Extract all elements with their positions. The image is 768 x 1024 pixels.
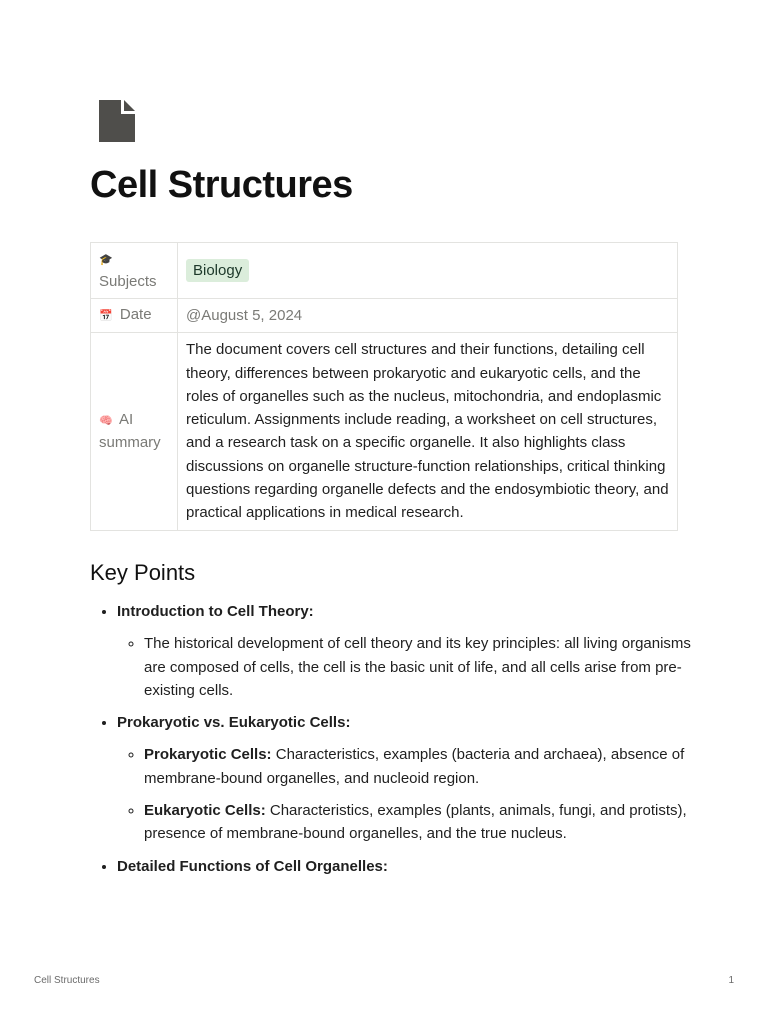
- key-point-title: Introduction to Cell Theory:: [117, 603, 314, 620]
- property-key-subjects: [91, 243, 178, 299]
- key-point-subitem: [144, 632, 707, 702]
- brain-icon: 🧠: [99, 414, 113, 427]
- page-number: 1: [728, 975, 734, 986]
- key-point-item: [117, 711, 707, 845]
- property-row-date: [91, 299, 678, 333]
- property-row-ai-summary: [91, 333, 678, 530]
- key-point-title: Detailed Functions of Cell Organelles:: [117, 857, 388, 875]
- subitem-text: The historical development of cell theory and its key principles: all living organisms are composed of cells, the cell is the basic unit of life, and all cells arise from pre-existing cells.: [144, 635, 691, 699]
- ai-summary-text: The document covers cell structures and their functions, detailing cell theory, differences between prokaryotic and eukaryotic cells, and the roles of organelles such as the nucleus, mitochondria, and endoplasmic reticulum. Assignments include reading, a worksheet on cell structures, and a research task on a specific organelle. It also highlights class discussions on organelle structure-function relationships, critical thinking questions regarding organelle defects and the endosymbiotic theory, and practical applications in medical research.: [186, 341, 669, 522]
- property-row-subjects: [91, 243, 678, 299]
- subjects-label: Subjects: [99, 273, 157, 290]
- key-point-sublist: [117, 743, 707, 845]
- key-point-subitem: [144, 799, 707, 846]
- property-value-ai-summary[interactable]: [178, 333, 678, 530]
- page-title: Cell Structures: [90, 164, 353, 206]
- property-key-date: [91, 299, 178, 333]
- key-points-heading: Key Points: [90, 560, 196, 585]
- document-icon: [99, 100, 135, 142]
- date-label: Date: [119, 306, 152, 324]
- subitem-text: Characteristics, examples (bacteria and archaea), absence of membrane-bound organelles, and nucleoid region.: [144, 746, 685, 787]
- subitem-text: Characteristics, examples (plants, animals, fungi, and protists), presence of membrane-bound organelles, and the true nucleus.: [144, 802, 687, 843]
- property-value-subjects[interactable]: [178, 243, 678, 299]
- footer-title: Cell Structures: [34, 975, 100, 986]
- key-point-item: [117, 600, 707, 702]
- property-value-date[interactable]: [178, 299, 678, 333]
- calendar-icon: 📅: [99, 310, 113, 323]
- key-points-list: [90, 600, 707, 887]
- key-point-subitem: [144, 743, 707, 790]
- date-value[interactable]: @August 5, 2024: [186, 307, 303, 324]
- graduation-cap-icon: 🎓: [99, 254, 113, 266]
- subject-tag[interactable]: Biology: [186, 259, 249, 282]
- key-point-item: [117, 855, 707, 878]
- key-point-sublist: [117, 632, 707, 702]
- property-key-ai-summary: [91, 333, 178, 530]
- properties-table: [90, 242, 678, 531]
- subitem-bold-label: Prokaryotic Cells:: [144, 746, 272, 764]
- key-point-title: Prokaryotic vs. Eukaryotic Cells:: [117, 714, 351, 732]
- ai-summary-label: AI summary: [99, 410, 161, 451]
- subitem-bold-label: Eukaryotic Cells:: [144, 802, 266, 820]
